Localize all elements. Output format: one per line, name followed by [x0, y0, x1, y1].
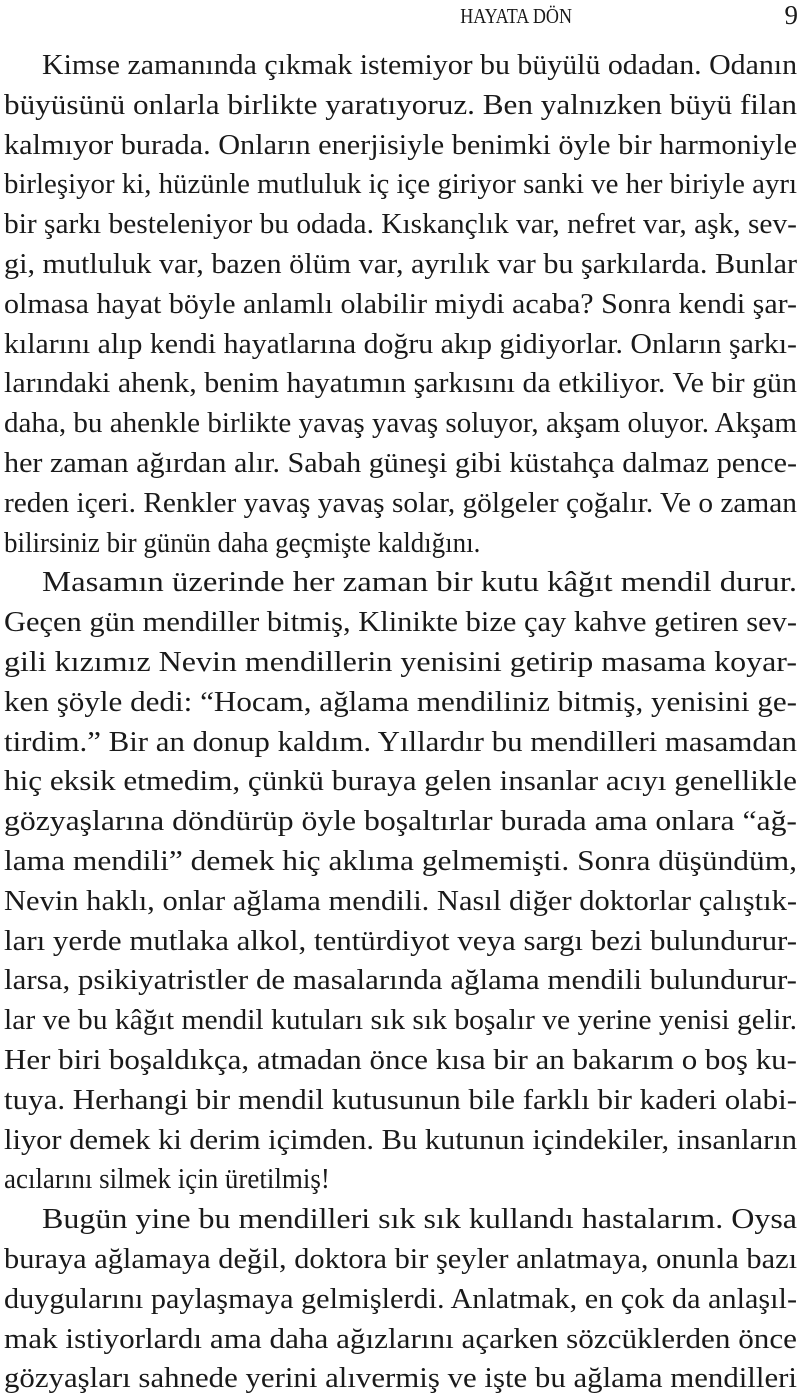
text-line	[4, 1280, 797, 1320]
text-line	[4, 1081, 797, 1121]
text-line	[4, 245, 797, 285]
text-line	[4, 643, 797, 683]
text-line	[4, 46, 797, 86]
text-line	[4, 1200, 797, 1240]
text-line	[4, 1041, 797, 1081]
text-line-content: ları yerde mutlaka alkol, tentürdiyot veya sargı bezi bulundurur-	[4, 924, 798, 957]
page-number: 9	[784, 0, 798, 30]
text-line-content: Masamın üzerinde her zaman bir kutu kâğıt mendil durur.	[42, 566, 798, 599]
text-line	[4, 444, 797, 484]
text-line-content: gözyaşları sahnede yerini alıvermiş ve işte bu ağlama mendilleri	[4, 1362, 797, 1395]
text-line	[4, 126, 797, 166]
text-line	[4, 1320, 797, 1360]
text-line-content: gi, mutluluk var, bazen ölüm var, ayrılık var bu şarkılarda. Bunlar	[4, 247, 798, 280]
text-line	[4, 563, 797, 603]
text-line-content: lama mendili” demek hiç aklıma gelmemişti. Sonra düşündüm,	[4, 844, 798, 877]
text-line-content: ken şöyle dedi: “Hocam, ağlama mendiliniz bitmiş, yenisini ge-	[4, 685, 798, 718]
text-line	[4, 325, 797, 365]
text-line	[4, 802, 797, 842]
text-line-content: reden içeri. Renkler yavaş yavaş solar, gölgeler çoğalır. Ve o zaman	[4, 486, 797, 519]
text-line	[4, 484, 797, 524]
text-line-content: acılarını silmek için üretilmiş!	[4, 1163, 330, 1196]
text-line	[4, 1160, 797, 1200]
text-line-content: kalmıyor burada. Onların enerjisiyle benimki öyle bir harmoniyle	[4, 128, 798, 161]
text-line-content: buraya ağlamaya değil, doktora bir şeyler anlatmaya, onunla bazı	[4, 1242, 798, 1275]
text-line	[4, 165, 797, 205]
body-text	[4, 46, 797, 1399]
text-line-content: gili kızımız Nevin mendillerin yenisini getirip masama koyar-	[4, 645, 797, 678]
text-line	[4, 961, 797, 1001]
text-line	[4, 205, 797, 245]
text-line	[4, 922, 797, 962]
text-line-content: Kimse zamanında çıkmak istemiyor bu büyülü odadan. Odanın	[42, 49, 798, 81]
text-line-content: larsa, psikiyatristler de masalarında ağlama mendili bulundurur-	[4, 964, 798, 997]
text-line	[4, 1240, 797, 1280]
text-line	[4, 364, 797, 404]
text-line-content: hiç eksik etmedim, çünkü buraya gelen insanlar acıyı genellikle	[4, 765, 798, 798]
text-line-content: lar ve bu kâğıt mendil kutuları sık sık boşalır ve yerine yenisi gelir.	[4, 1004, 797, 1037]
text-line	[4, 683, 797, 723]
text-line-content: birleşiyor ki, hüzünle mutluluk iç içe giriyor sanki ve her biriyle ayrı	[4, 168, 797, 201]
text-line	[4, 285, 797, 325]
text-line	[4, 603, 797, 643]
running-head	[0, 0, 800, 34]
text-line	[4, 762, 797, 802]
text-line-content: tuya. Herhangi bir mendil kutusunun bile farklı bir kaderi olabi-	[4, 1083, 798, 1116]
text-line-content: Nevin haklı, onlar ağlama mendili. Nasıl diğer doktorlar çalıştık-	[4, 884, 797, 917]
text-line-content: daha, bu ahenkle birlikte yavaş yavaş soluyor, akşam oluyor. Akşam	[4, 407, 797, 440]
text-line-content: duygularını paylaşmaya gelmişlerdi. Anlatmak, en çok da anlaşıl-	[4, 1282, 798, 1315]
text-line	[4, 404, 797, 444]
text-line	[4, 723, 797, 763]
text-line	[4, 1121, 797, 1161]
text-line	[4, 86, 797, 126]
text-line	[4, 842, 797, 882]
text-line-content: kılarını alıp kendi hayatlarına doğru akıp gidiyorlar. Onların şarkı-	[4, 327, 797, 360]
text-line-content: büyüsünü onlarla birlikte yaratıyoruz. Ben yalnızken büyü filan	[4, 88, 798, 121]
text-line-content: liyor demek ki derim içimden. Bu kutunun içindekiler, insanların	[4, 1123, 797, 1156]
text-line-content: bir şarkı besteleniyor bu odada. Kıskançlık var, nefret var, aşk, sev-	[4, 208, 797, 241]
text-line-content: mak istiyorlardı ama daha ağızlarını açarken sözcüklerden önce	[4, 1322, 797, 1355]
text-line-content: Her biri boşaldıkça, atmadan önce kısa bir an bakarım o boş ku-	[4, 1043, 797, 1076]
text-line-content: Geçen gün mendiller bitmiş, Klinikte bize çay kahve getiren sev-	[4, 606, 797, 639]
text-line-content: her zaman ağırdan alır. Sabah güneşi gibi küstahça dalmaz pence-	[4, 446, 797, 479]
text-line	[4, 1359, 797, 1399]
text-line-content: gözyaşlarına döndürüp öyle boşaltırlar burada ama onlara “ağ-	[4, 805, 797, 838]
text-line-content: bilirsiniz bir günün daha geçmişte kaldığını.	[4, 526, 481, 559]
text-line-content: larındaki ahenk, benim hayatımın şarkısını da etkiliyor. Ve bir gün	[4, 367, 797, 400]
text-line-content: olmasa hayat böyle anlamlı olabilir miydi acaba? Sonra kendi şar-	[4, 287, 798, 320]
running-title: HAYATA DÖN	[460, 4, 572, 28]
text-line	[4, 1001, 797, 1041]
text-line	[4, 882, 797, 922]
text-line-content: tirdim.” Bir an donup kaldım. Yıllardır bu mendilleri masamdan	[4, 725, 797, 758]
text-line-content: Bugün yine bu mendilleri sık sık kullandı hastalarım. Oysa	[42, 1203, 798, 1236]
text-line	[4, 524, 797, 564]
